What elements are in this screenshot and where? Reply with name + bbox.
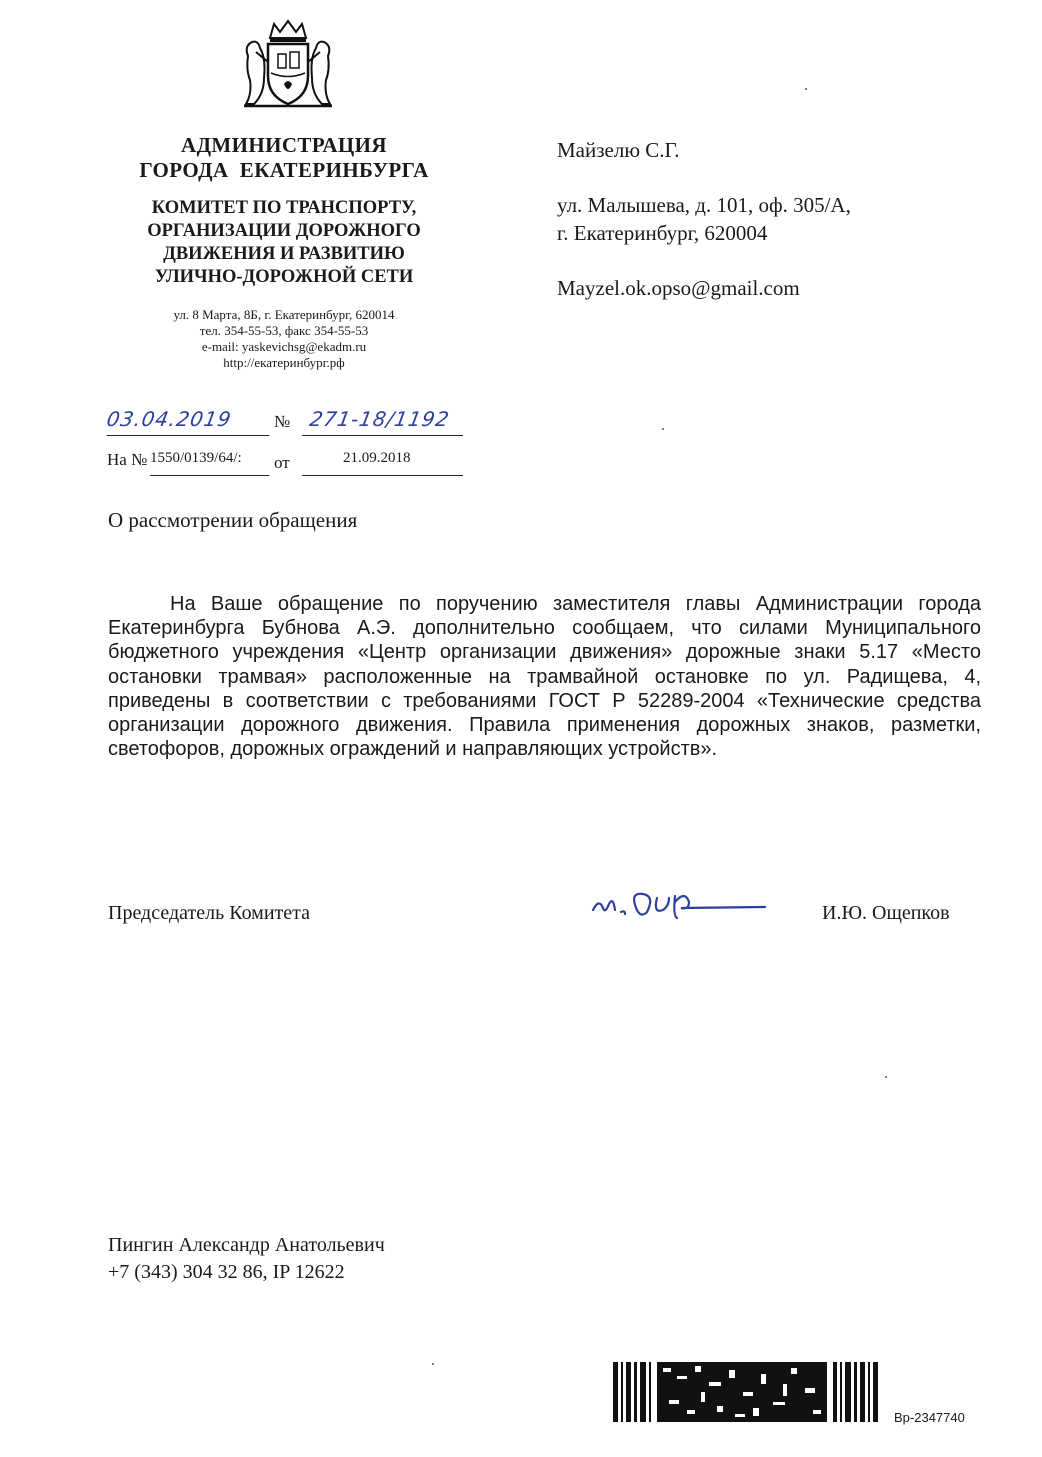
contact-address: ул. 8 Марта, 8Б, г. Екатеринбург, 620014 (173, 307, 395, 322)
scan-speck (885, 1076, 887, 1078)
contact-phone: тел. 354-55-53, факс 354-55-53 (199, 323, 369, 338)
letter-subject: О рассмотрении обращения (108, 508, 358, 532)
reference-date-field (302, 445, 463, 476)
reference-date: 21.09.2018 (343, 450, 411, 466)
committee-line: ДВИЖЕНИЯ И РАЗВИТИЮ (163, 244, 405, 264)
executor-phone: +7 (343) 304 32 86, IP 12622 (108, 1261, 345, 1283)
recipient-address-line-2: г. Екатеринбург, 620004 (557, 221, 768, 245)
outgoing-number: 271-18/1192 (307, 407, 452, 431)
recipient-email: Mayzel.ok.opso@gmail.com (557, 276, 800, 300)
committee-line: ОРГАНИЗАЦИИ ДОРОЖНОГО (147, 221, 421, 241)
recipient-address (557, 191, 851, 247)
committee-heading (95, 197, 473, 289)
signer-name: И.Ю. Ощепков (822, 902, 950, 924)
reference-number-field (150, 445, 269, 476)
scan-speck (805, 88, 807, 90)
barcode-icon (613, 1362, 883, 1422)
recipient-name: Майзелю С.Г. (557, 138, 680, 162)
recipient-address-line-1: ул. Малышева, д. 101, оф. 305/А, (557, 193, 851, 217)
outgoing-date: 03.04.2019 (104, 407, 234, 431)
coat-of-arms-icon (238, 18, 338, 110)
signer-title: Председатель Комитета (108, 902, 311, 924)
executor-info (108, 1232, 385, 1286)
admin-line-2: ГОРОДА ЕКАТЕРИНБУРГА (139, 158, 429, 182)
contact-email: e-mail: yaskevichsg@ekadm.ru (201, 339, 367, 354)
scan-speck (432, 1363, 434, 1365)
administration-heading (95, 133, 473, 183)
outgoing-number-field (302, 405, 463, 436)
outgoing-date-field (104, 405, 269, 436)
scan-speck (662, 428, 664, 430)
reference-number: 1550/0139/64/: (150, 450, 242, 466)
handwritten-signature (585, 880, 770, 930)
from-label: от (274, 453, 290, 472)
contact-website: http://екатеринбург.рф (223, 355, 345, 370)
committee-contacts (95, 307, 473, 371)
executor-name: Пингин Александр Анатольевич (108, 1234, 385, 1256)
committee-line: УЛИЧНО-ДОРОЖНОЙ СЕТИ (154, 267, 414, 287)
number-label: № (274, 412, 291, 431)
reference-label: На № (107, 450, 148, 469)
barcode-number: Вр-2347740 (894, 1410, 965, 1425)
letter-body: На Ваше обращение по поручению заместителя главы Администрации города Екатеринбурга Бубнова А.Э. дополнительно сообщаем, что силами Муниципального бюджетного учреждения «Центр организации движения» дорожные знаки 5.17 «Место остановки трамвая» расположенные на трамвайной остановке по ул. Радищева, 4, приведены в соответствии с требованиями ГОСТ Р 52289-2004 «Технические средства организации дорожного движения. Правила применения дорожных знаков, разметки, светофоров, дорожных ограждений и направляющих устройств». (108, 593, 981, 761)
committee-line: КОМИТЕТ ПО ТРАНСПОРТУ, (151, 198, 417, 218)
admin-line-1: АДМИНИСТРАЦИЯ (181, 133, 387, 157)
